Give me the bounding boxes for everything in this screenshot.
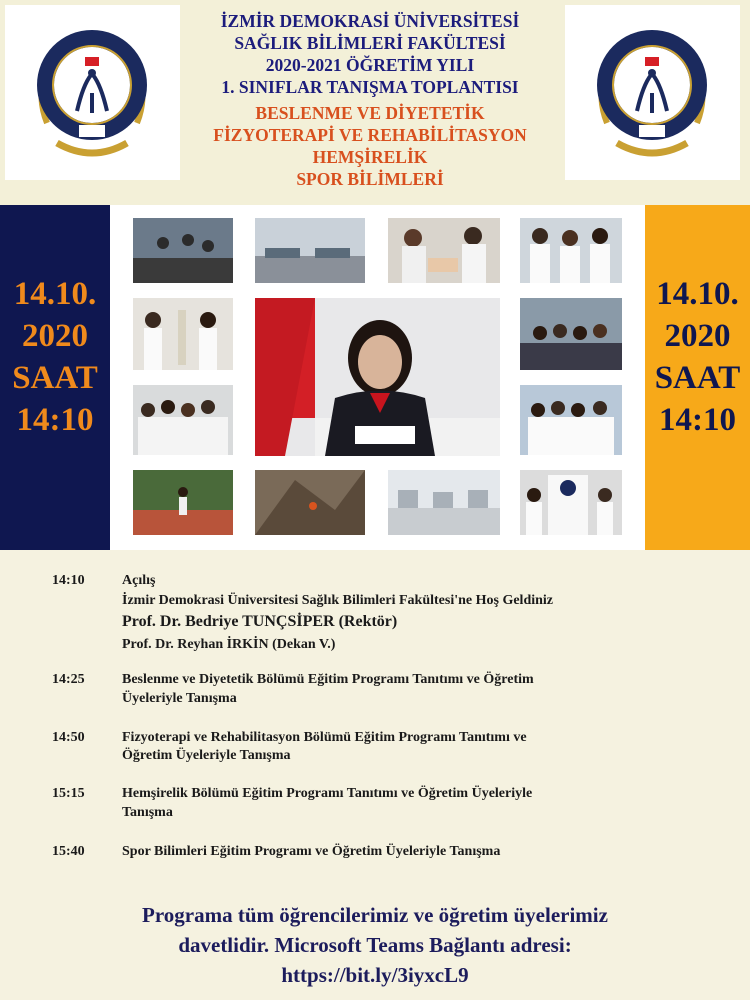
agenda-item-line: Spor Bilimleri Eğitim Programı ve Öğretim Üyeleriyle Tanışma	[122, 844, 501, 859]
agenda-item-line: Beslenme ve Diyetetik Bölümü Eğitim Programı Tanıtımı ve Öğretim	[122, 672, 534, 687]
agenda-item-line: Fizyoterapi ve Rehabilitasyon Bölümü Eğitim Programı Tanıtımı ve	[122, 730, 527, 745]
event-titles	[180, 10, 560, 190]
date-text	[645, 273, 750, 441]
photo-meeting-group	[520, 298, 622, 370]
department-line: HEMŞİRELİK	[312, 147, 428, 167]
date-line: 2020	[22, 318, 88, 354]
date-line: 14:10	[16, 402, 94, 438]
photo-student-group	[133, 385, 233, 455]
photo-lab-students	[520, 218, 622, 283]
date-line: SAAT	[12, 360, 98, 396]
university-seal-icon	[587, 23, 717, 163]
agenda-time: 14:10	[52, 573, 85, 588]
photo-nursing-practice	[388, 218, 500, 283]
photo-physio-room	[255, 218, 365, 283]
footer-line: Programa tüm öğrencilerimiz ve öğretim üyelerimiz	[142, 903, 608, 927]
header	[0, 0, 750, 205]
photo-faculty-banner	[520, 470, 622, 535]
invitation-footer	[60, 900, 690, 990]
date-line: 2020	[664, 318, 731, 354]
agenda-item-line: Hemşirelik Bölümü Eğitim Programı Tanıtımı ve Öğretim Üyeleriyle	[122, 786, 533, 801]
title-line: 2020-2021 ÖĞRETİM YILI	[265, 55, 475, 75]
teams-link[interactable]: https://bit.ly/3iyxcL9	[281, 963, 469, 987]
photo-students-skeleton	[133, 298, 233, 370]
title-line: SAĞLIK BİLİMLERİ FAKÜLTESİ	[234, 33, 506, 53]
date-line: 14:10	[659, 402, 736, 438]
date-text	[0, 273, 110, 441]
agenda-item-line: Açılış	[122, 573, 156, 588]
agenda-item-line: Öğretim Üyeleriyle Tanışma	[122, 748, 291, 763]
department-line: BESLENME VE DİYETETİK	[255, 103, 485, 123]
agenda-item-line: Tanışma	[122, 805, 173, 820]
date-panel-right	[645, 205, 750, 550]
university-logo-left	[5, 5, 180, 180]
title-line: 1. SINIFLAR TANIŞMA TOPLANTISI	[221, 77, 519, 97]
date-line: SAAT	[654, 360, 741, 396]
agenda-time: 14:50	[52, 730, 85, 745]
agenda-item-line: Üyeleriyle Tanışma	[122, 691, 237, 706]
date-line: 14.10.	[656, 276, 739, 312]
agenda-item-line: İzmir Demokrasi Üniversitesi Sağlık Bilimleri Fakültesi'ne Hoş Geldiniz	[122, 593, 554, 608]
agenda-item-line: Prof. Dr. Reyhan İRKİN (Dekan V.)	[122, 637, 336, 652]
footer-line: davetlidir. Microsoft Teams Bağlantı adresi:	[178, 933, 572, 957]
agenda-time: 14:25	[52, 672, 85, 687]
photo-climbing	[255, 470, 365, 535]
photo-sports-group	[133, 218, 233, 283]
title-line: İZMİR DEMOKRASİ ÜNİVERSİTESİ	[220, 11, 520, 31]
photo-tennis	[133, 470, 233, 535]
university-logo-right	[565, 5, 740, 180]
department-line: FİZYOTERAPİ VE REHABİLİTASYON	[213, 125, 527, 145]
agenda-item-line: Prof. Dr. Bedriye TUNÇSİPER (Rektör)	[122, 613, 398, 630]
date-line: 14.10.	[13, 276, 97, 312]
department-line: SPOR BİLİMLERİ	[296, 169, 444, 189]
agenda-time: 15:15	[52, 786, 85, 801]
agenda-time: 15:40	[52, 844, 85, 859]
photo-laboratory	[388, 470, 500, 535]
date-panel-left	[0, 205, 110, 550]
photo-rector-portrait	[255, 298, 500, 456]
university-seal-icon	[27, 23, 157, 163]
photo-white-coats	[520, 385, 622, 455]
